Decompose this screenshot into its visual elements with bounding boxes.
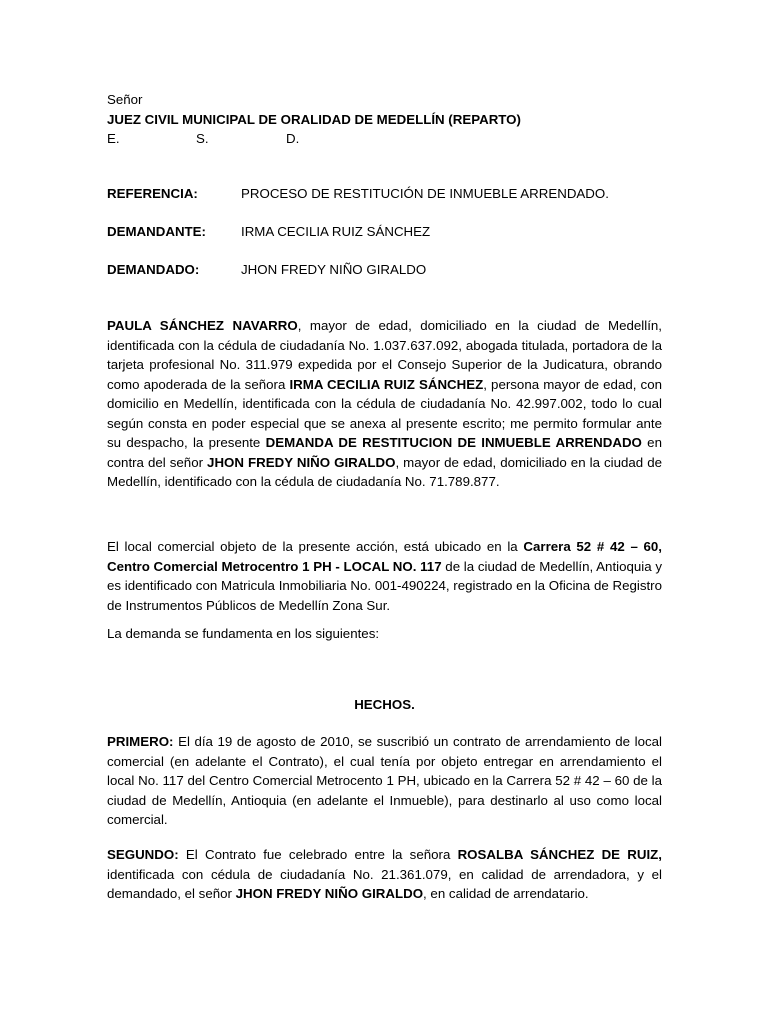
lessor-name: ROSALBA SÁNCHEZ DE RUIZ, xyxy=(457,847,662,862)
fact-first-text: El día 19 de agosto de 2010, se suscribió un contrato de arrendamiento de local comercial (en adelante el Contrato), el cual tenía por objeto entregar en arrendamiento el local No. 117 del Centro Comercial Metrocento 1 PH, ubicado en la Carrera 52 # 42 – 60 de la ciudad de Medellín, Antioquia (en adelante el Inmueble), para destinarlo al uso como local comercial. xyxy=(107,734,662,827)
fact-first-paragraph xyxy=(107,732,662,830)
attorney-name: PAULA SÁNCHEZ NAVARRO xyxy=(107,318,298,333)
defendant-label: DEMANDADO: xyxy=(107,262,200,277)
addressee-block xyxy=(107,90,662,149)
plaintiff-value: IRMA CECILIA RUIZ SÁNCHEZ xyxy=(241,224,431,239)
esd-s: S. xyxy=(196,131,209,146)
basis-paragraph: La demanda se fundamenta en los siguientes: xyxy=(107,626,380,641)
defendant-name: JHON FREDY NIÑO GIRALDO xyxy=(207,454,396,470)
fact-second-text-1: El Contrato fue celebrado entre la señora xyxy=(178,847,458,862)
lessee-name: JHON FREDY NIÑO GIRALDO xyxy=(235,886,424,901)
client-name: IRMA CECILIA RUIZ SÁNCHEZ xyxy=(289,376,484,392)
property-address: Carrera 52 # 42 – 60, Centro Comercial Metrocentro 1 PH - LOCAL NO. 117 xyxy=(107,539,663,574)
reference-label: REFERENCIA: xyxy=(107,186,198,201)
esd-e: E. xyxy=(107,131,120,146)
reference-value: PROCESO DE RESTITUCIÓN DE INMUEBLE ARRENDADO. xyxy=(241,186,609,201)
intro-text-1: , mayor de edad, domiciliado en la ciudad de Medellín, identificada con la cédula de ciudadanía No. 1.037.637.092, abogada titulada, portadora de la tarjeta profesional No. 311.979 expedida por el Consejo Superior de la Judicatura, obrando como apoderada de la señora xyxy=(107,318,662,392)
facts-heading: HECHOS. xyxy=(354,697,415,712)
fact-second-label: SEGUNDO: xyxy=(107,847,179,862)
defendant-value: JHON FREDY NIÑO GIRALDO xyxy=(241,262,427,277)
demand-title: DEMANDA DE RESTITUCION DE INMUEBLE ARRENDADO xyxy=(265,435,642,450)
intro-text-2: , persona mayor de edad, con domicilio en Medellín, identificada con la cédula de ciudadanía No. 42.997.002, todo lo cual según consta en poder especial que se anexa al presente escrito; me permito formular ante su despacho, la presente xyxy=(107,376,662,450)
intro-text-3: en contra del señor xyxy=(107,435,662,470)
plaintiff-label: DEMANDANTE: xyxy=(107,224,206,239)
esd-line xyxy=(107,129,662,149)
fact-first-label: PRIMERO: xyxy=(107,734,174,749)
esd-d: D. xyxy=(286,131,300,146)
court-name: JUEZ CIVIL MUNICIPAL DE ORALIDAD DE MEDELLÍN (REPARTO) xyxy=(107,111,521,127)
location-paragraph xyxy=(107,537,662,615)
fact-second-text-2: identificada con cédula de ciudadanía No. 21.361.079, en calidad de arrendadora, y el demandado, el señor xyxy=(107,866,662,901)
fact-second-text-3: , en calidad de arrendatario. xyxy=(423,886,589,901)
intro-text-4: , mayor de edad, domiciliado en la ciudad de Medellín, identificado con la cédula de ciudadanía No. 71.789.877. xyxy=(107,454,662,489)
location-text-1: El local comercial objeto de la presente acción, está ubicado en la xyxy=(107,539,524,554)
location-text-2: de la ciudad de Medellín, Antioquia y es identificado con Matricula Inmobiliaria No. 001-490224, registrado en la Oficina de Registro de Instrumentos Públicos de Medellín Zona Sur. xyxy=(107,558,662,613)
fact-second-paragraph xyxy=(107,845,662,904)
intro-paragraph xyxy=(107,316,662,492)
salutation: Señor xyxy=(107,92,143,107)
